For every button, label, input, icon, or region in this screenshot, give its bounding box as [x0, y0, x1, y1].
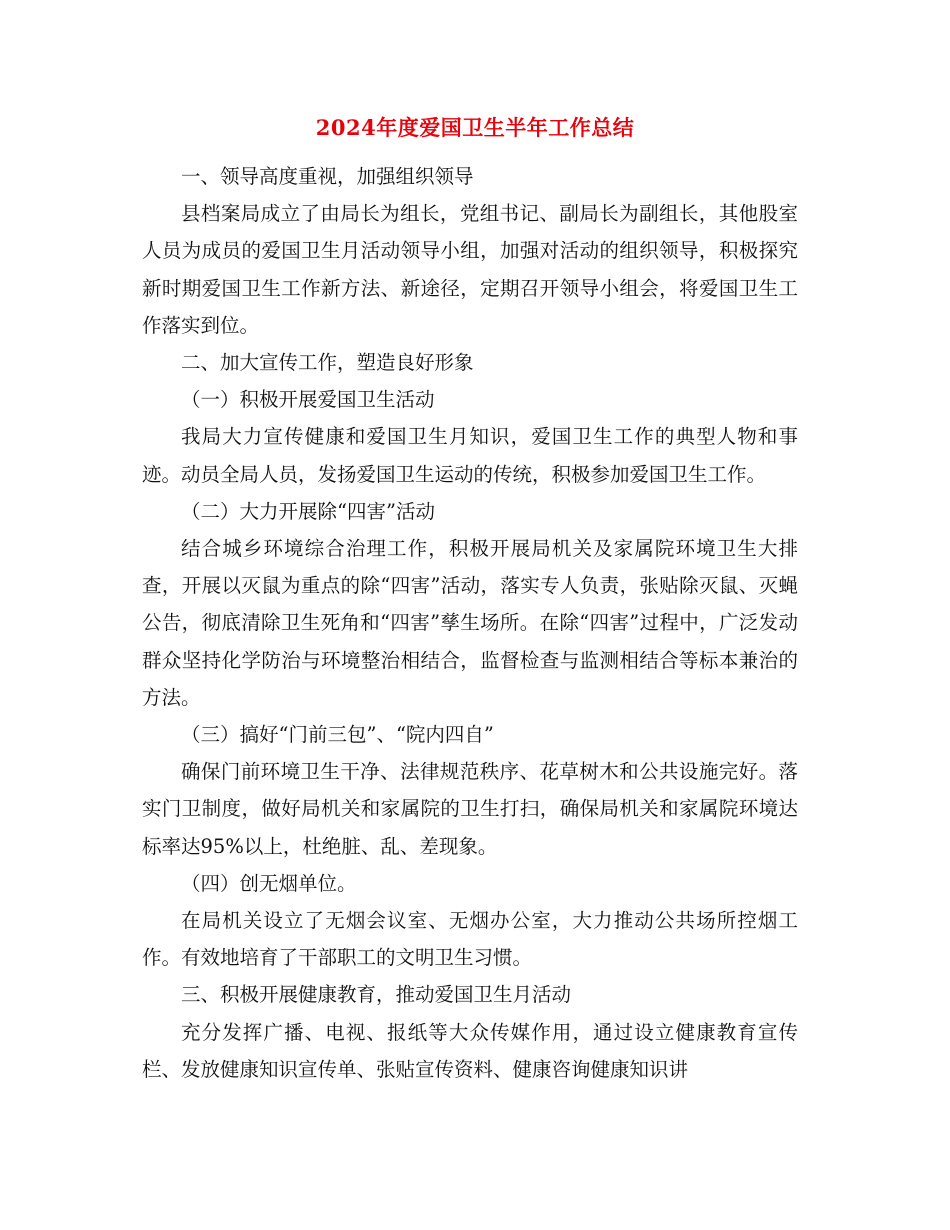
document-body [142, 158, 798, 1088]
section-heading-3: 三、积极开展健康教育，推动爱国卫生月活动 [181, 983, 572, 1007]
paragraph: 县档案局成立了由局长为组长，党组书记、副局长为副组长，其他股室人员为成员的爱国卫生月活动领导小组，加强对活动的组织领导，积极探究新时期爱国卫生工作新方法、新途径，定期召开领导小组会，将爱国卫生工作落实到位。 [142, 202, 798, 337]
subsection-heading-3: （三）搞好“门前三包”、“院内四自” [181, 723, 494, 747]
subsection-heading-2: （二）大力开展除“四害”活动 [181, 499, 435, 523]
section-heading-2: 二、加大宣传工作，塑造良好形象 [181, 351, 474, 375]
paragraph: 在局机关设立了无烟会议室、无烟办公室，大力推动公共场所控烟工作。有效地培育了干部职工的文明卫生习惯。 [142, 909, 798, 970]
subsection-heading-1: （一）积极开展爱国卫生活动 [181, 388, 435, 412]
section-heading-1: 一、领导高度重视，加强组织领导 [181, 165, 474, 188]
paragraph: 充分发挥广播、电视、报纸等大众传媒作用，通过设立健康教育宣传栏、发放健康知识宣传单、张贴宣传资料、健康咨询健康知识讲 [142, 1020, 798, 1081]
paragraph: 结合城乡环境综合治理工作，积极开展局机关及家属院环境卫生大排查，开展以灭鼠为重点的除“四害”活动，落实专人负责，张贴除灭鼠、灭蝇公告，彻底清除卫生死角和“四害”孳生场所。在除“四害”过程中，广泛发动群众坚持化学防治与环境整治相结合，监督检查与监测相结合等标本兼治的方法。 [142, 537, 798, 709]
subsection-heading-4: （四）创无烟单位。 [181, 871, 357, 895]
document-title: 2024年度爱国卫生半年工作总结 [315, 115, 635, 140]
paragraph: 我局大力宣传健康和爱国卫生月知识，爱国卫生工作的典型人物和事迹。动员全局人员，发扬爱国卫生运动的传统，积极参加爱国卫生工作。 [142, 425, 798, 486]
paragraph: 确保门前环境卫生干净、法律规范秩序、花草树木和公共设施完好。落实门卫制度，做好局机关和家属院的卫生打扫，确保局机关和家属院环境达标率达95%以上，杜绝脏、乱、差现象。 [142, 760, 798, 858]
